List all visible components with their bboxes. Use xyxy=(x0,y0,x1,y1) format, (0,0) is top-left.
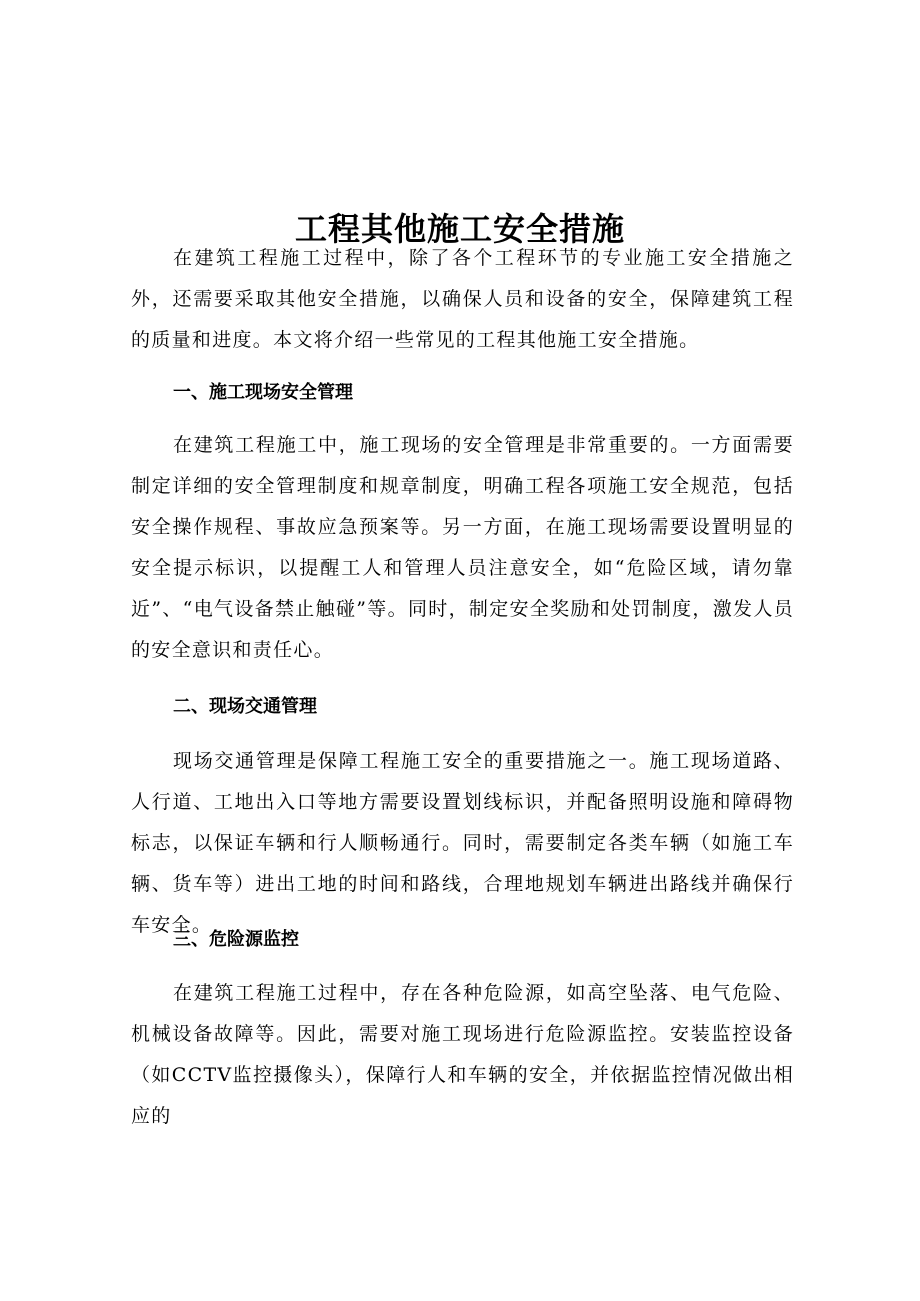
section-body-traffic: 现场交通管理是保障工程施工安全的重要措施之一。施工现场道路、人行道、工地出入口等地方需要设置划线标识，并配备照明设施和障碍物标志，以保证车辆和行人顺畅通行。同时，需要制定各类车辆（如施工车辆、货车等）进出工地的时间和路线，合理地规划车辆进出路线并确保行车安全。 xyxy=(131,750,794,936)
section-body-site-safety: 在建筑工程施工中，施工现场的安全管理是非常重要的。一方面需要制定详细的安全管理制度和规章制度，明确工程各项施工安全规范，包括安全操作规程、事故应急预案等。另一方面，在施工现场需要设置明显的安全提示标识，以提醒工人和管理人员注意安全，如“危险区域，请勿靠近”、“电气设备禁止触碰”等。同时，制定安全奖励和处罚制度，激发人员的安全意识和责任心。 xyxy=(131,434,794,661)
intro-paragraph: 在建筑工程施工过程中，除了各个工程环节的专业施工安全措施之外，还需要采取其他安全措施，以确保人员和设备的安全，保障建筑工程的质量和进度。本文将介绍一些常见的工程其他施工安全措施。 xyxy=(131,247,794,351)
section-heading-hazard-monitoring: 三、危险源监控 xyxy=(173,929,299,950)
section-body-hazard-monitoring: 在建筑工程施工过程中，存在各种危险源，如高空坠落、电气危险、机械设备故障等。因此，需要对施工现场进行危险源监控。安装监控设备（如CCTV监控摄像头），保障行人和车辆的安全，并依据监控情况做出相应的 xyxy=(131,982,794,1127)
document-title: 工程其他施工安全措施 xyxy=(294,210,625,249)
section-heading-site-safety: 一、施工现场安全管理 xyxy=(173,382,353,403)
section-heading-traffic: 二、现场交通管理 xyxy=(173,696,317,717)
